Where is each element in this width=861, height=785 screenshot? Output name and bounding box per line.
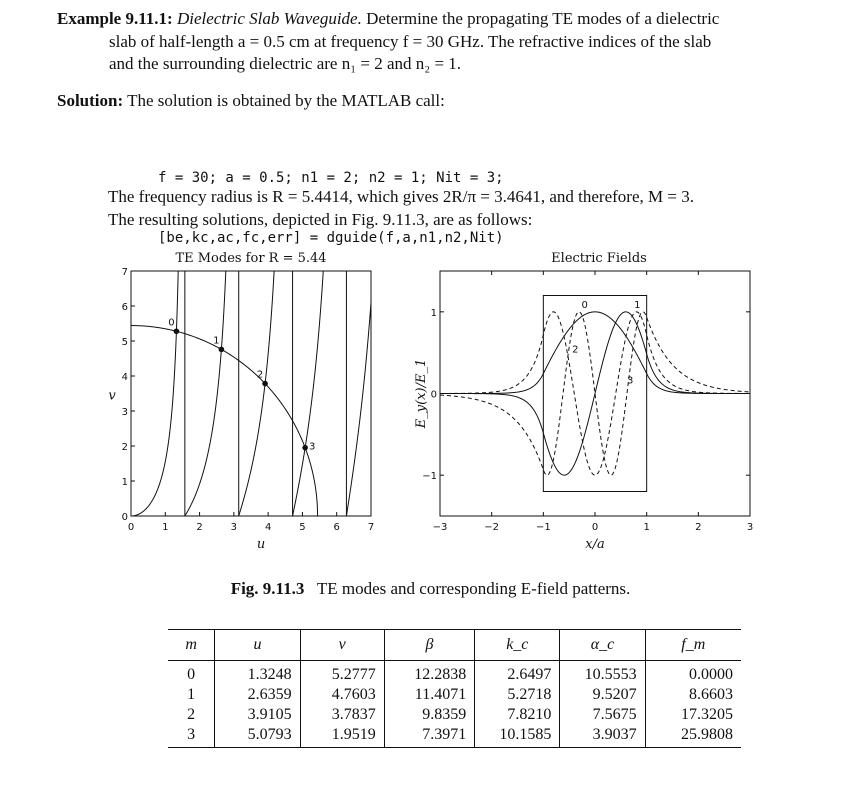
point-label: 2 <box>256 369 264 381</box>
te-modes-chart <box>104 266 394 556</box>
table-cell: 3.9105 <box>215 705 300 725</box>
table-cell: 9.5207 <box>560 685 645 705</box>
point-label: 1 <box>213 335 220 347</box>
table-header: α_c <box>560 630 645 661</box>
solution-label: Solution: <box>57 91 124 110</box>
example-block <box>57 8 847 76</box>
result-line-1: The frequency radius is R = 5.4414, which gives 2R/π = 3.4641, and therefore, M = 3. <box>108 187 694 206</box>
x-tick-label: 0 <box>127 522 135 533</box>
caption-label: Fig. 9.11.3 <box>230 579 305 598</box>
example-line1-rest: Determine the propagating TE modes of a dielectric <box>366 9 720 28</box>
x-tick-label: 2 <box>196 522 203 533</box>
example-label: Example 9.11.1: <box>57 9 173 28</box>
table-header: k_c <box>475 630 560 661</box>
table-cell: 1.3248 <box>215 661 300 686</box>
example-line-2: slab of half-length a = 0.5 cm at frequency f = 30 GHz. The refractive indices of the slab <box>109 31 712 51</box>
intersection-point <box>174 328 180 334</box>
intersection-point <box>262 381 268 387</box>
y-tick-label: −1 <box>422 471 437 483</box>
table-cell: 1 <box>187 686 196 703</box>
field-curve <box>440 312 750 475</box>
field-curve <box>440 312 750 394</box>
table-cell: 2.6497 <box>475 661 560 686</box>
table-row <box>168 725 741 747</box>
x-tick-label: 4 <box>264 522 272 533</box>
example-title: Dielectric Slab Waveguide. <box>176 9 362 28</box>
curve-label: 0 <box>581 299 588 311</box>
x-tick-label: 1 <box>162 522 169 533</box>
table-cell: 10.5553 <box>560 661 645 686</box>
table-cell: 0 <box>187 666 196 683</box>
x-axis-label: u <box>256 537 266 552</box>
table-cell: 12.2838 <box>384 661 475 686</box>
curve-label: 1 <box>634 299 641 311</box>
table-cell: 8.6603 <box>645 685 741 705</box>
x-tick-label: −1 <box>535 522 551 533</box>
y-tick-label: 2 <box>121 442 128 453</box>
table-cell: 3.9037 <box>560 725 645 747</box>
mode-curve <box>131 266 185 516</box>
curve-label: 3 <box>626 375 634 387</box>
code-line-1: f = 30; a = 0.5; n1 = 2; n2 = 1; Nit = 3; <box>158 170 504 186</box>
y-tick-label: 7 <box>121 267 128 278</box>
x-axis-label: x/a <box>585 537 605 552</box>
table-header: v <box>300 630 384 661</box>
mode-curve <box>239 266 293 516</box>
figure-caption <box>0 578 861 601</box>
table-row <box>168 661 741 686</box>
y-tick-label: 6 <box>121 302 128 313</box>
example-line-1 <box>57 8 847 31</box>
point-label: 0 <box>168 317 175 329</box>
y-tick-label: 1 <box>121 477 128 488</box>
y-tick-label: 0 <box>430 389 437 401</box>
table-cell: 11.4071 <box>384 685 475 705</box>
solution-text: The solution is obtained by the MATLAB call: <box>127 91 445 110</box>
x-tick-label: 7 <box>367 522 375 533</box>
results-table-frame <box>168 629 741 748</box>
point-label: 3 <box>308 441 316 453</box>
code-line-2: [be,kc,ac,fc,err] = dguide(f,a,n1,n2,Nit) <box>158 230 504 246</box>
table-row <box>168 705 741 725</box>
result-line-2: The resulting solutions, depicted in Fig. 9.11.3, are as follows: <box>108 209 533 229</box>
table-cell: 5.0793 <box>215 725 300 747</box>
table-cell: 3 <box>187 726 196 743</box>
table-cell: 7.5675 <box>560 705 645 725</box>
table-cell: 7.3971 <box>384 725 475 747</box>
table-cell: 1.9519 <box>300 725 384 747</box>
right-chart-title: Electric Fields <box>551 251 647 266</box>
table-cell: 17.3205 <box>645 705 741 725</box>
y-tick-label: 1 <box>430 307 437 319</box>
table-cell: 2.6359 <box>215 685 300 705</box>
table-header: u <box>215 630 300 661</box>
circle-curve <box>131 326 318 516</box>
x-tick-label: 2 <box>695 522 702 533</box>
table-header: m <box>168 630 215 661</box>
x-tick-label: −3 <box>432 522 448 533</box>
mode-curve <box>185 266 239 516</box>
x-tick-label: −2 <box>484 522 500 533</box>
plot-frame <box>131 271 371 516</box>
mode-curve <box>346 266 394 516</box>
y-axis-label: v <box>108 388 116 404</box>
electric-fields-chart <box>405 266 775 556</box>
x-tick-label: 0 <box>591 522 599 533</box>
table-cell: 3.7837 <box>300 705 384 725</box>
caption-text: TE modes and corresponding E-field patterns. <box>316 579 631 598</box>
intersection-point <box>302 445 308 451</box>
table-row <box>168 685 741 705</box>
plot-area <box>131 266 394 516</box>
table-cell: 2 <box>187 706 196 723</box>
table-cell: 10.1585 <box>475 725 560 747</box>
table-cell: 5.2777 <box>300 661 384 686</box>
x-tick-label: 6 <box>333 522 340 533</box>
x-tick-label: 1 <box>643 522 650 533</box>
x-tick-label: 3 <box>230 522 238 533</box>
x-tick-label: 5 <box>299 522 306 533</box>
curve-label: 2 <box>572 344 579 356</box>
table-cell: 5.2718 <box>475 685 560 705</box>
results-table <box>168 630 741 747</box>
left-chart-title: TE Modes for R = 5.44 <box>175 251 327 266</box>
example-line-3: and the surrounding dielectric are n₁ = 2 and n₂ = 1. <box>109 54 462 73</box>
table-cell: 25.9808 <box>645 725 741 747</box>
result-text <box>108 186 848 231</box>
x-tick-label: 3 <box>746 522 754 533</box>
y-tick-label: 4 <box>121 372 128 383</box>
intersection-point <box>219 347 225 353</box>
table-cell: 0.0000 <box>645 661 741 686</box>
mode-curve <box>293 266 347 516</box>
table-header: f_m <box>645 630 741 661</box>
table-cell: 4.7603 <box>300 685 384 705</box>
table-header-row <box>168 630 741 661</box>
table-cell: 9.8359 <box>384 705 475 725</box>
y-tick-label: 0 <box>121 512 128 523</box>
table-header: β <box>384 630 475 661</box>
y-tick-label: 5 <box>121 337 128 348</box>
table-cell: 7.8210 <box>475 705 560 725</box>
y-axis-label: E_y(x)/E_1 <box>414 358 429 429</box>
solution-block <box>57 90 847 113</box>
y-tick-label: 3 <box>121 407 128 418</box>
